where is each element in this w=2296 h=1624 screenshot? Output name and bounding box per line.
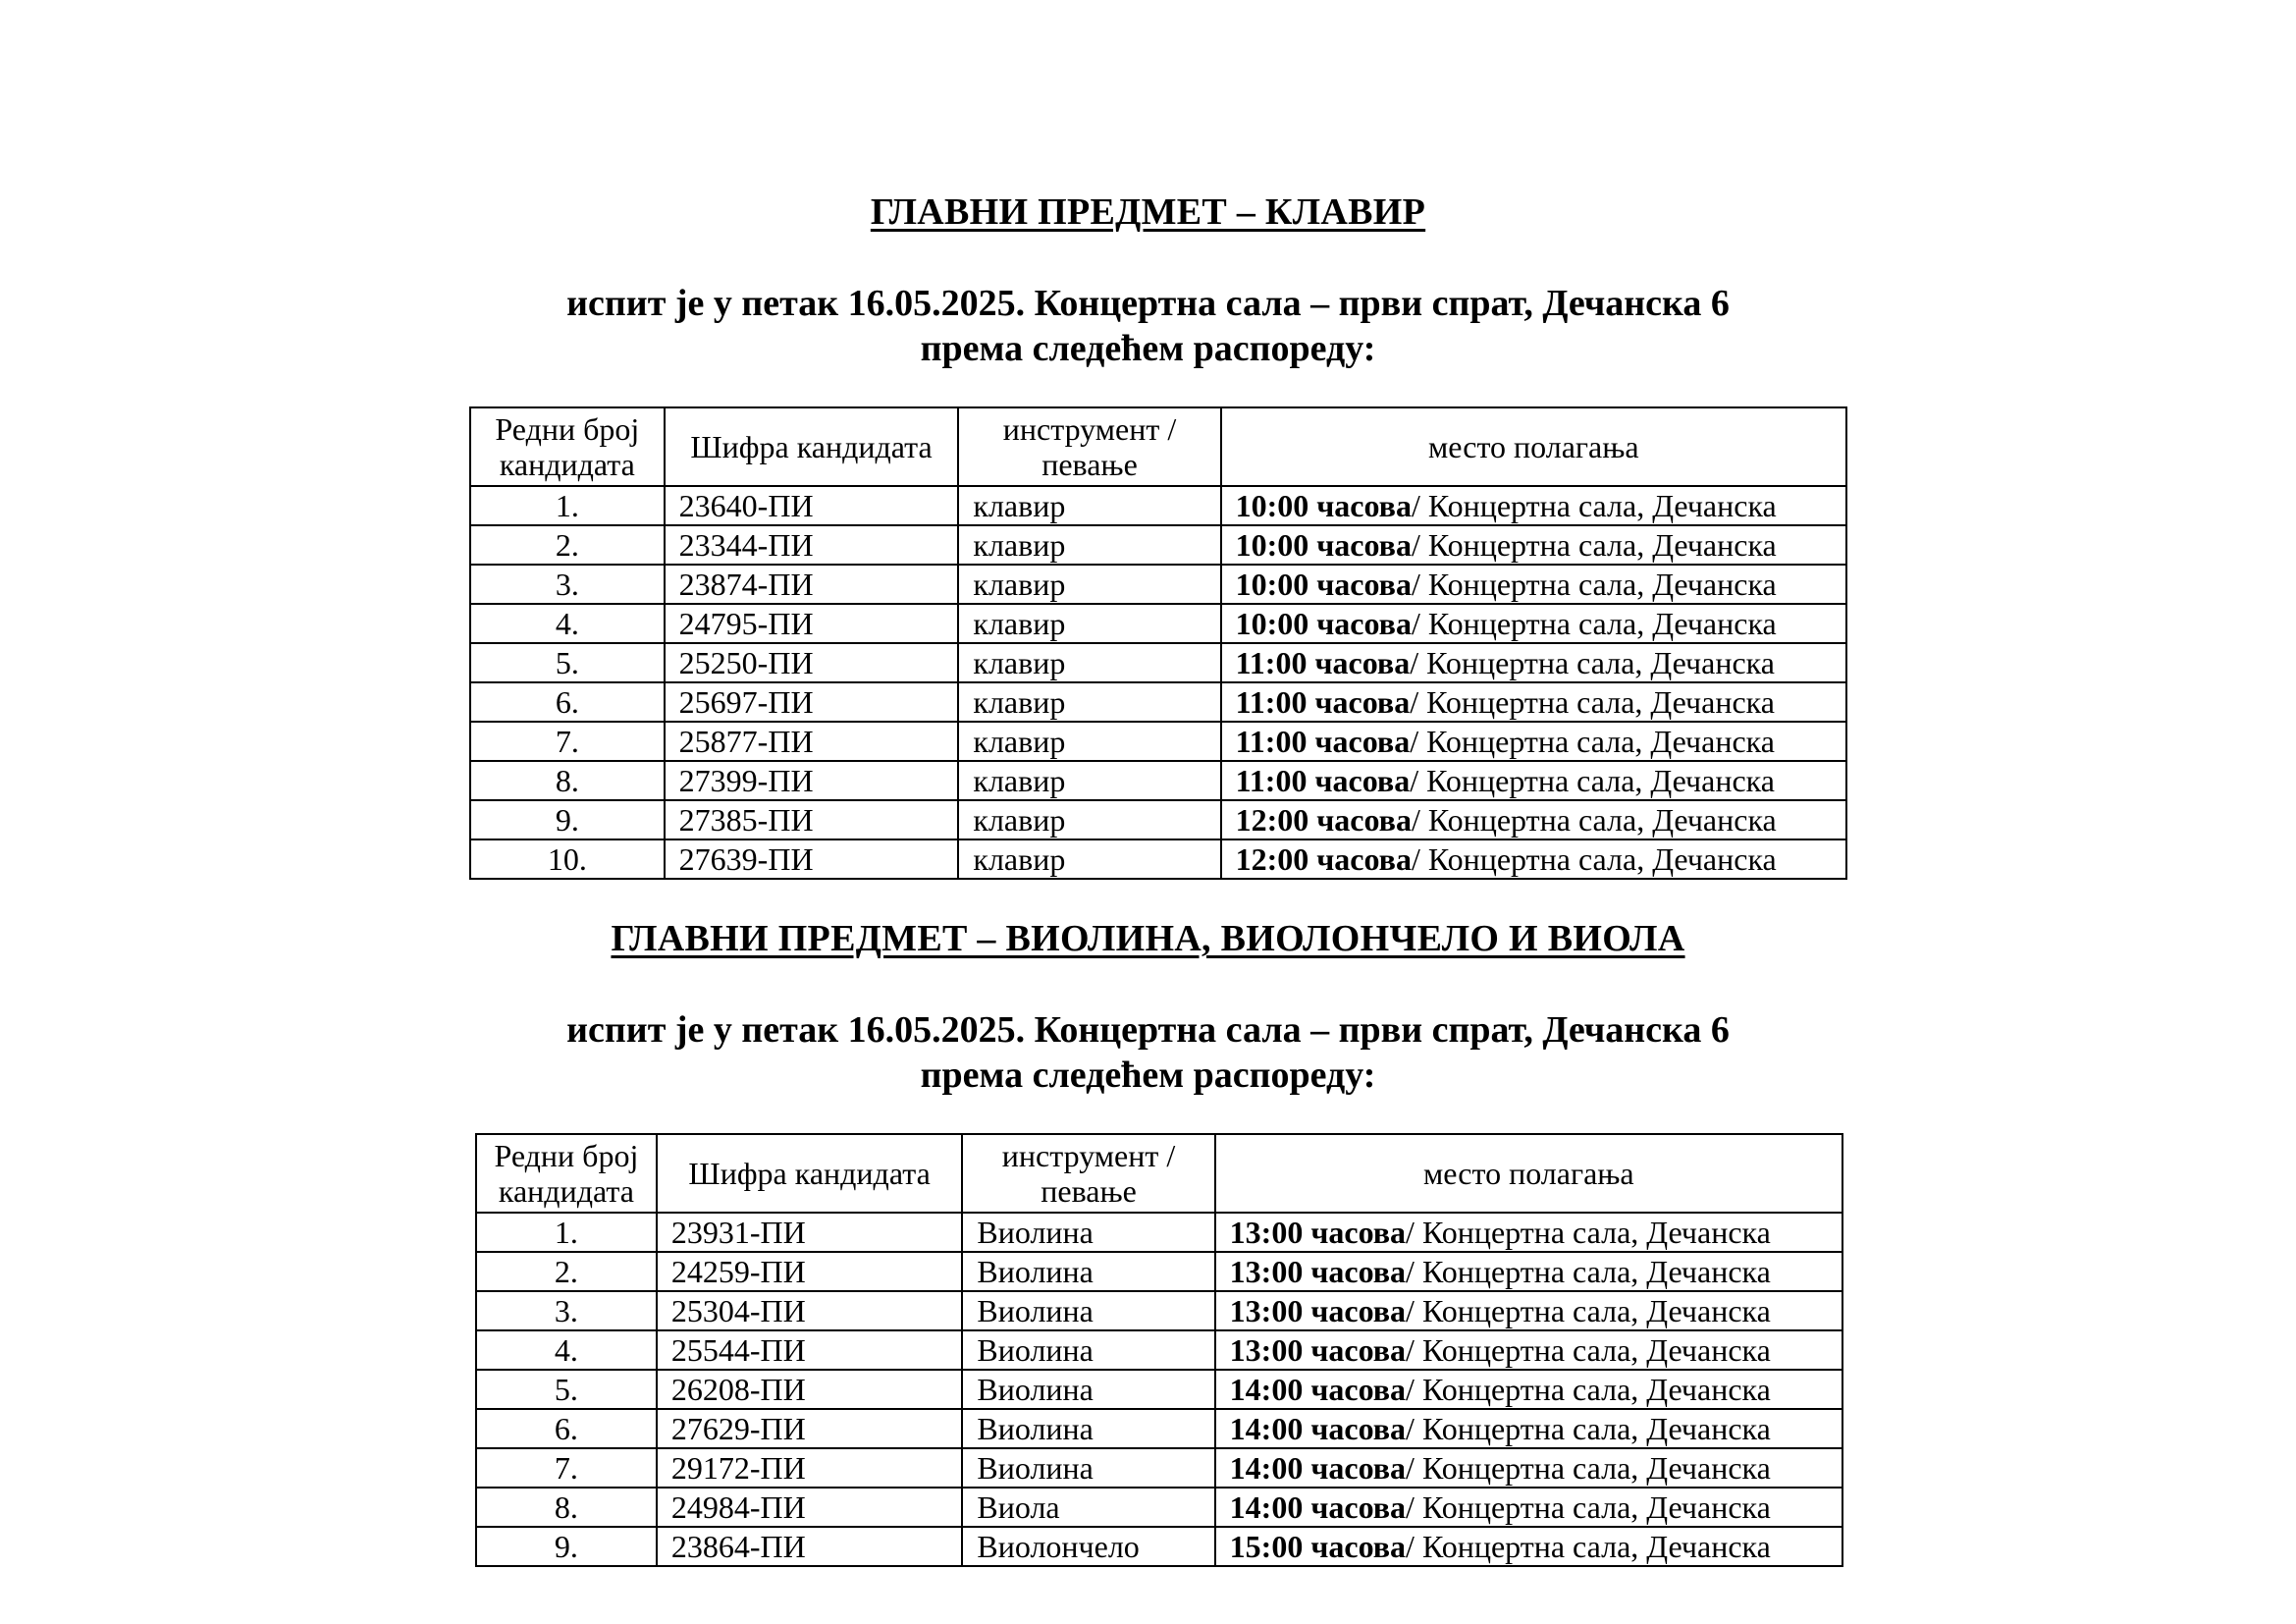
exam-place: / Концертна сала, Дечанска [1406,1489,1771,1525]
row-number: 3. [476,1291,657,1330]
exam-place: / Концертна сала, Дечанска [1406,1529,1771,1564]
row-number: 8. [476,1488,657,1527]
instrument: Виолина [962,1448,1214,1488]
exam-location [1221,761,1846,800]
instrument: Виолина [962,1291,1214,1330]
row-number: 2. [470,525,665,565]
instrument: клавир [958,839,1220,879]
candidate-code: 25250-ПИ [665,643,959,682]
exam-time: 13:00 часова [1229,1254,1407,1289]
candidate-code: 24259-ПИ [657,1252,963,1291]
exam-place: / Концертна сала, Дечанска [1406,1372,1771,1407]
header-instrument: инструмент /певање [958,407,1220,486]
candidate-code: 25544-ПИ [657,1330,963,1370]
exam-place: / Концертна сала, Дечанска [1406,1450,1771,1486]
exam-location [1215,1213,1842,1252]
instrument: Виола [962,1488,1214,1527]
table-row [470,486,1846,525]
exam-time: 11:00 часова [1235,684,1411,720]
exam-location [1221,486,1846,525]
section-2-title: ГЛАВНИ ПРЕДМЕТ – ВИОЛИНА, ВИОЛОНЧЕЛО И ВИОЛА [611,918,1685,959]
exam-time: 14:00 часова [1229,1411,1407,1446]
instrument: клавир [958,486,1220,525]
candidate-code: 25877-ПИ [665,722,959,761]
exam-location [1215,1252,1842,1291]
exam-place: / Концертна сала, Дечанска [1411,606,1777,641]
candidate-code: 23344-ПИ [665,525,959,565]
table-row [476,1527,1842,1566]
table-row [476,1448,1842,1488]
section-2-subtitle-line1: испит је у петак 16.05.2025. Концертна сала – први спрат, Дечанска 6 [566,1009,1730,1051]
exam-location [1221,722,1846,761]
table-row [470,761,1846,800]
section-1-title: ГЛАВНИ ПРЕДМЕТ – КЛАВИР [870,191,1426,233]
instrument: Виолина [962,1409,1214,1448]
row-number: 4. [476,1330,657,1370]
exam-time: 10:00 часова [1235,567,1412,602]
exam-location [1215,1370,1842,1409]
candidate-code: 27385-ПИ [665,800,959,839]
instrument: Виолончело [962,1527,1214,1566]
table-row [470,682,1846,722]
exam-time: 11:00 часова [1235,724,1411,759]
exam-place: / Концертна сала, Дечанска [1406,1254,1771,1289]
table-row [470,604,1846,643]
instrument: клавир [958,643,1220,682]
exam-location [1215,1488,1842,1527]
candidate-code: 23864-ПИ [657,1527,963,1566]
exam-place: / Концертна сала, Дечанска [1411,802,1777,838]
section-1-subtitle-line1: испит је у петак 16.05.2025. Концертна сала – први спрат, Дечанска 6 [566,283,1730,324]
exam-time: 13:00 часова [1229,1215,1407,1250]
instrument: клавир [958,565,1220,604]
table-row [470,565,1846,604]
schedule-table-strings [475,1133,1843,1567]
row-number: 10. [470,839,665,879]
table-row [476,1370,1842,1409]
row-number: 9. [476,1527,657,1566]
section-1-subtitle-line2: према следећем распореду: [920,328,1376,369]
exam-time: 11:00 часова [1235,763,1411,798]
exam-location [1221,604,1846,643]
exam-location [1221,839,1846,879]
exam-time: 13:00 часова [1229,1293,1407,1328]
exam-place: / Концертна сала, Дечанска [1410,763,1775,798]
exam-time: 14:00 часова [1229,1450,1407,1486]
table-row [476,1291,1842,1330]
row-number: 7. [476,1448,657,1488]
table-row [470,643,1846,682]
row-number: 3. [470,565,665,604]
table-row [476,1488,1842,1527]
row-number: 6. [470,682,665,722]
candidate-code: 27639-ПИ [665,839,959,879]
header-candidate-code: Шифра кандидата [657,1134,963,1213]
exam-place: / Концертна сала, Дечанска [1411,567,1777,602]
instrument: клавир [958,525,1220,565]
instrument: клавир [958,682,1220,722]
instrument: Виолина [962,1330,1214,1370]
candidate-code: 23640-ПИ [665,486,959,525]
header-exam-location: место полагања [1221,407,1846,486]
candidate-code: 27399-ПИ [665,761,959,800]
exam-location [1221,682,1846,722]
exam-location [1221,643,1846,682]
row-number: 5. [470,643,665,682]
header-instrument: инструмент /певање [962,1134,1214,1213]
exam-time: 14:00 часова [1229,1372,1407,1407]
instrument: клавир [958,604,1220,643]
candidate-code: 25697-ПИ [665,682,959,722]
table-row [476,1252,1842,1291]
exam-location [1215,1330,1842,1370]
row-number: 8. [470,761,665,800]
header-order-number: Редни број кандидата [470,407,665,486]
table-row [470,722,1846,761]
exam-place: / Концертна сала, Дечанска [1406,1293,1771,1328]
exam-time: 12:00 часова [1235,841,1412,877]
exam-location [1215,1291,1842,1330]
header-candidate-code: Шифра кандидата [665,407,959,486]
exam-place: / Концертна сала, Дечанска [1411,488,1777,523]
row-number: 6. [476,1409,657,1448]
exam-time: 11:00 часова [1235,645,1411,680]
candidate-code: 27629-ПИ [657,1409,963,1448]
exam-place: / Концертна сала, Дечанска [1411,527,1777,563]
table-row [470,525,1846,565]
exam-location [1221,800,1846,839]
exam-time: 15:00 часова [1229,1529,1407,1564]
table-row [476,1330,1842,1370]
exam-location [1221,565,1846,604]
table-row [476,1213,1842,1252]
exam-time: 14:00 часова [1229,1489,1407,1525]
section-2-subtitle-line2: према следећем распореду: [920,1055,1376,1096]
row-number: 1. [476,1213,657,1252]
candidate-code: 25304-ПИ [657,1291,963,1330]
exam-time: 12:00 часова [1235,802,1412,838]
exam-location [1215,1409,1842,1448]
header-order-number: Редни број кандидата [476,1134,657,1213]
exam-place: / Концертна сала, Дечанска [1406,1332,1771,1368]
exam-location [1215,1448,1842,1488]
candidate-code: 24984-ПИ [657,1488,963,1527]
instrument: клавир [958,761,1220,800]
exam-time: 10:00 часова [1235,606,1412,641]
exam-place: / Концертна сала, Дечанска [1411,841,1777,877]
candidate-code: 29172-ПИ [657,1448,963,1488]
candidate-code: 23874-ПИ [665,565,959,604]
instrument: Виолина [962,1370,1214,1409]
exam-place: / Концертна сала, Дечанска [1410,724,1775,759]
row-number: 7. [470,722,665,761]
instrument: клавир [958,800,1220,839]
instrument: Виолина [962,1252,1214,1291]
candidate-code: 26208-ПИ [657,1370,963,1409]
exam-place: / Концертна сала, Дечанска [1406,1411,1771,1446]
exam-place: / Концертна сала, Дечанска [1410,684,1775,720]
instrument: клавир [958,722,1220,761]
candidate-code: 24795-ПИ [665,604,959,643]
exam-place: / Концертна сала, Дечанска [1406,1215,1771,1250]
row-number: 4. [470,604,665,643]
table-row [470,800,1846,839]
candidate-code: 23931-ПИ [657,1213,963,1252]
exam-time: 10:00 часова [1235,488,1412,523]
exam-place: / Концертна сала, Дечанска [1410,645,1775,680]
exam-time: 10:00 часова [1235,527,1412,563]
instrument: Виолина [962,1213,1214,1252]
table-row [476,1409,1842,1448]
exam-location [1221,525,1846,565]
table-row [470,839,1846,879]
row-number: 9. [470,800,665,839]
header-exam-location: место полагања [1215,1134,1842,1213]
exam-location [1215,1527,1842,1566]
exam-time: 13:00 часова [1229,1332,1407,1368]
row-number: 5. [476,1370,657,1409]
row-number: 2. [476,1252,657,1291]
schedule-table-piano [469,406,1847,880]
row-number: 1. [470,486,665,525]
